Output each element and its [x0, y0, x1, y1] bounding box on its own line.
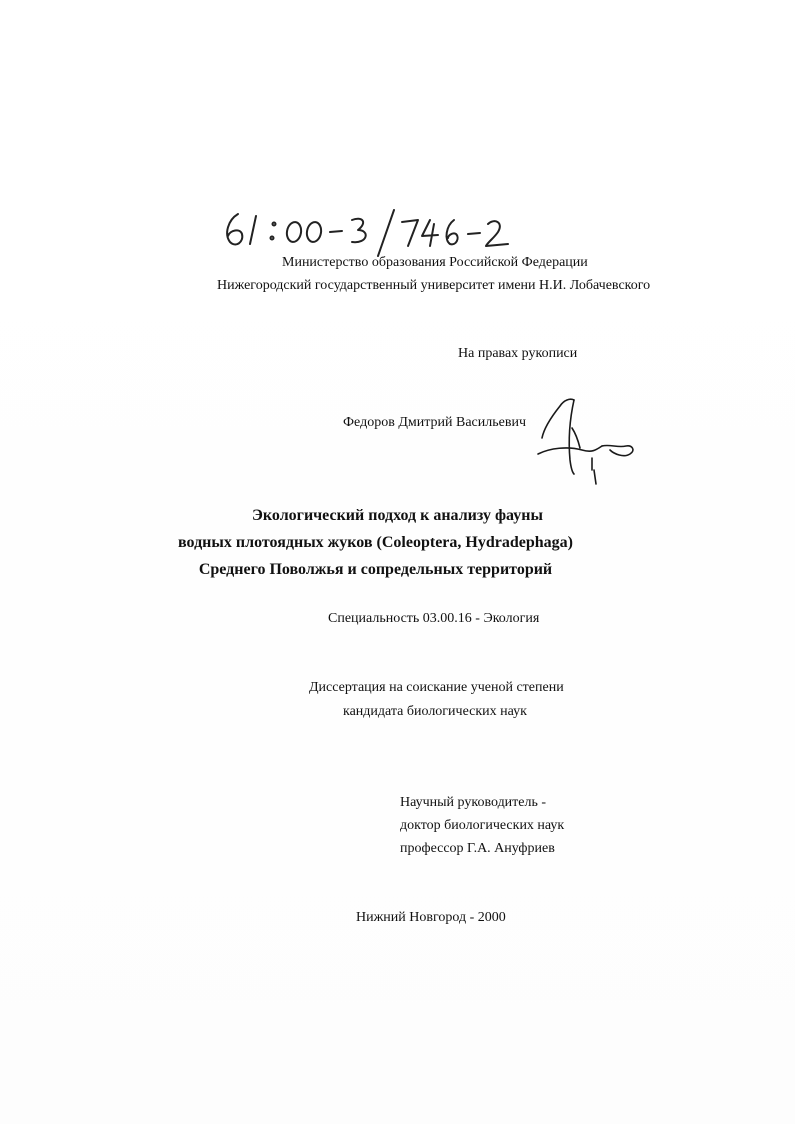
degree-statement-line-2: кандидата биологических наук — [343, 704, 527, 719]
dissertation-title-line-3: Среднего Поволжья и сопредельных территорий — [198, 561, 553, 578]
page-background — [0, 200, 795, 1124]
university-name: Нижегородский государственный университет имени Н.И. Лобачевского — [217, 278, 651, 293]
ministry-name: Министерство образования Российской Федерации — [282, 255, 588, 270]
handwritten-signature — [530, 388, 650, 488]
manuscript-note: На правах рукописи — [458, 346, 578, 361]
author-name: Федоров Дмитрий Васильевич — [343, 415, 526, 430]
svg-text:61 : 00 - 3 / 746 - 2: 61 : 00 - 3 / 746 - 2 — [218, 200, 226, 201]
handwritten-archive-code — [218, 200, 518, 260]
dissertation-title-line-1: Экологический подход к анализу фауны — [252, 507, 543, 524]
place-and-year: Нижний Новгород - 2000 — [356, 910, 506, 925]
specialty: Специальность 03.00.16 - Экология — [328, 611, 540, 626]
supervisor-degree: доктор биологических наук — [400, 818, 565, 833]
dissertation-title-line-2: водных плотоядных жуков (Coleoptera, Hydradephaga) — [178, 534, 573, 551]
supervisor-name: профессор Г.А. Ануфриев — [400, 841, 555, 856]
supervisor-label: Научный руководитель - — [400, 795, 547, 810]
degree-statement-line-1: Диссертация на соискание ученой степени — [309, 680, 564, 695]
